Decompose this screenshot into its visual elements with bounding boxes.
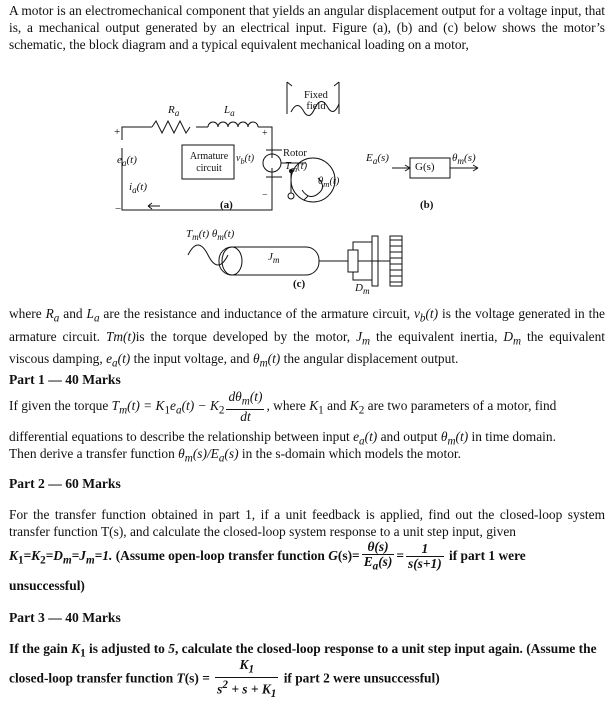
inductor-la xyxy=(208,122,258,127)
part3-heading: Part 3 — 40 Marks xyxy=(9,610,121,625)
damper-hatch xyxy=(390,236,402,286)
fixed-field-label: Fixed field xyxy=(304,90,328,112)
resistor-ra xyxy=(152,121,190,133)
label-a: (a) xyxy=(220,199,233,211)
armature-label: Armature circuit xyxy=(189,151,229,174)
load-torque-label: $T_m(t)$ $\theta_m(t)$ xyxy=(186,228,235,243)
theta-rotor-label: $\theta_m(t)$ xyxy=(318,176,340,190)
part3-frac: $\frac{K_1}{s^2 + s + K_1}$ xyxy=(217,657,277,700)
part1-text: If given the torque $T_m(t) = K_1e_a(t) - K_2$ $\frac{d\theta_m(t)}{dt}$ , where $K_1$ and $K_2$ are two parameters of a motor, find xyxy=(9,389,557,424)
ea-s-label: $E_a(s)$ xyxy=(366,152,389,167)
theta-s-label: $\theta_m(s)$ xyxy=(452,152,476,167)
part1-heading: Part 1 — 40 Marks xyxy=(9,372,121,387)
ia-label: $i_a(t)$ xyxy=(129,181,148,196)
plus-left: + xyxy=(114,126,121,138)
la-label: $L_a$ xyxy=(224,104,235,119)
label-c: (c) xyxy=(293,278,306,290)
part2-text-3: unsuccessful) xyxy=(9,578,85,593)
minus-left: − xyxy=(115,203,122,215)
part1-derivative: $\frac{d\theta_m(t)}{dt}$ xyxy=(228,389,263,424)
part3-text: If the gain $K_1$ is adjusted to 5, calculate the closed-loop response to a unit step input again. (Assume the xyxy=(9,641,597,660)
intro-paragraph: A motor is an electromechanical component that yields an angular displacement output for a voltage input, that is, a mechanical output generated by an electrical input. Figure (a), (b) and (c) below shows the motor’s schematic, the block diagram and a typical equivalent mechanical loading on a motor, xyxy=(9,3,605,52)
part2-frac2: $\frac{1}{s(s+1)}$ xyxy=(407,541,442,572)
vb-label: $v_b(t)$ xyxy=(236,153,255,166)
tm-rotor-label: $T_m(t)$ xyxy=(285,161,308,175)
dm-label: $D_m$ xyxy=(355,282,370,297)
rotor-label: Rotor xyxy=(283,148,307,159)
part3-text-2: closed-loop transfer function T(s) = $\frac{K_1}{s^2 + s + K_1}$ if part 2 were unsuccessful) xyxy=(9,657,440,700)
part1-text-3: Then derive a transfer function $\theta_m(s)/E_a(s)$ in the s-domain which models the motor. xyxy=(9,446,461,465)
label-b: (b) xyxy=(420,199,434,211)
part2-text: For the transfer function obtained in part 1, if a unit feedback is applied, find out the closed-loop system transfer function T(s), and calculate the closed-loop system response to a unit step input, given xyxy=(9,507,605,539)
part2-given: $K_1=K_2=D_m=J_m=1$. (Assume open-loop transfer function G(s)= $\frac{\theta(s)}{E_a(s)}$ = $\frac{1}{s(s+1)}$ if part 1 were xyxy=(9,539,526,573)
part2-heading: Part 2 — 60 Marks xyxy=(9,476,121,491)
part1-text-2: differential equations to describe the relationship between input $e_a(t)$ and output $\theta_m(t)$ in time domain. xyxy=(9,429,556,448)
gs-label: G(s) xyxy=(415,161,435,173)
where-paragraph: where $R_a$ and $L_a$ are the resistance and inductance of the armature circuit, $v_b(t)$ is the voltage generated in the armature circuit. Tm(t)is the torque developed by the motor, $J_m$ the equivalent inertia, $D_m$ the equivalent viscous damping, $e_a(t)$ the input voltage, and $\theta_m(t)$ the angular displacement output. xyxy=(9,306,606,371)
plus-motor: + xyxy=(262,128,268,139)
ra-label: $R_a$ xyxy=(168,104,180,119)
part2-frac1: $\frac{\theta(s)}{E_a(s)}$ xyxy=(363,539,393,573)
ea-label: $e_a(t)$ xyxy=(117,154,137,169)
minus-motor: − xyxy=(262,190,268,201)
jm-label: $J_m$ xyxy=(268,251,280,266)
wire-top-left xyxy=(122,127,152,140)
